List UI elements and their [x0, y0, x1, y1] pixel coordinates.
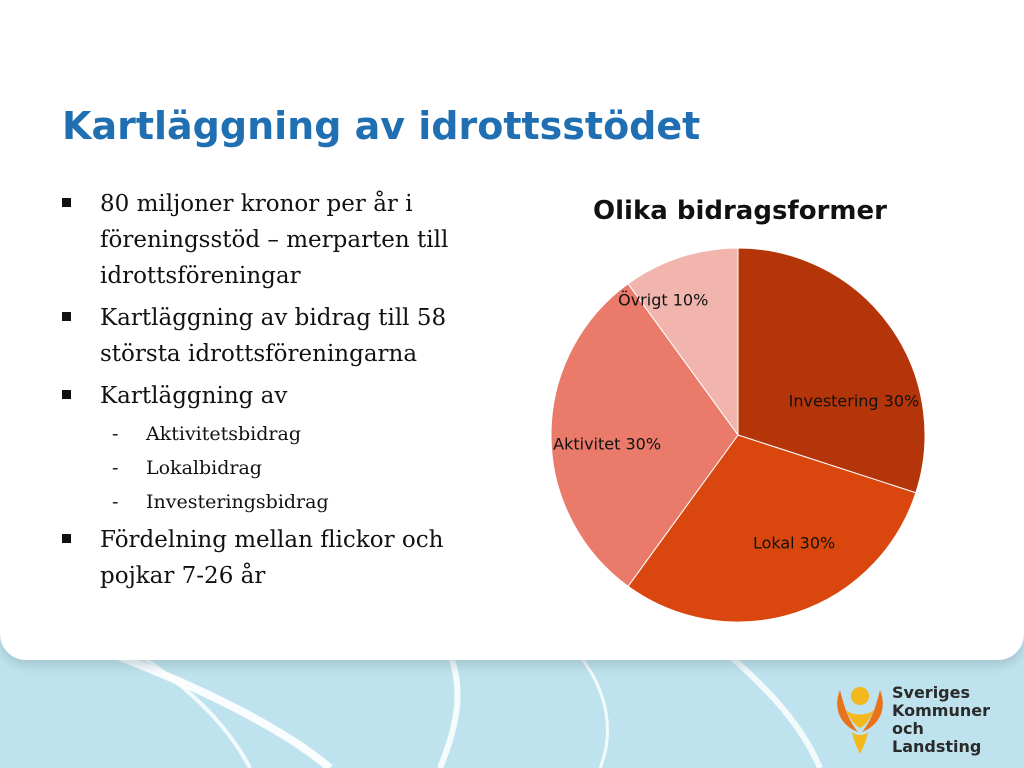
- sub-bullet-text: Aktivitetsbidrag: [146, 423, 301, 445]
- bullet-item: [62, 300, 502, 372]
- sub-bullet-text: Lokalbidrag: [146, 457, 262, 479]
- logo-text: [892, 684, 1012, 756]
- skl-logo: [832, 680, 1012, 760]
- bullet-text: Fördelning mellan flickor och pojkar 7-26 år: [100, 527, 444, 589]
- sub-bullet-item: [62, 418, 502, 450]
- bullet-item: [62, 186, 502, 294]
- logo-line: Sveriges: [892, 683, 971, 702]
- dash-marker: -: [112, 457, 119, 479]
- square-bullet-icon: [62, 312, 71, 321]
- bullet-text: Kartläggning av bidrag till 58 största idrottsföreningarna: [100, 305, 447, 367]
- bullet-item: [62, 522, 502, 594]
- bullet-text: 80 miljoner kronor per år i föreningsstöd – merparten till idrottsföreningar: [100, 191, 449, 289]
- sub-bullet-item: [62, 452, 502, 484]
- sub-bullet-item: [62, 486, 502, 518]
- square-bullet-icon: [62, 534, 71, 543]
- logo-line: Kommuner: [892, 701, 990, 720]
- logo-line: och Landsting: [892, 719, 982, 756]
- pie-label-övrigt: Övrigt 10%: [618, 290, 709, 310]
- dash-marker: -: [112, 491, 119, 513]
- dash-marker: -: [112, 423, 119, 445]
- bullet-item: [62, 378, 502, 414]
- square-bullet-icon: [62, 390, 71, 399]
- pie-label-aktivitet: Aktivitet 30%: [553, 434, 662, 454]
- chart-title: Olika bidragsformer: [593, 196, 887, 226]
- pie-label-investering: Investering 30%: [788, 391, 920, 411]
- logo-figure-icon: [832, 680, 888, 756]
- pie-label-lokal: Lokal 30%: [752, 533, 836, 553]
- bullet-text: Kartläggning av: [100, 383, 288, 409]
- bullet-list: [62, 186, 502, 600]
- sub-bullet-text: Investeringsbidrag: [146, 491, 329, 513]
- slide-title: Kartläggning av idrottsstödet: [62, 104, 701, 148]
- square-bullet-icon: [62, 198, 71, 207]
